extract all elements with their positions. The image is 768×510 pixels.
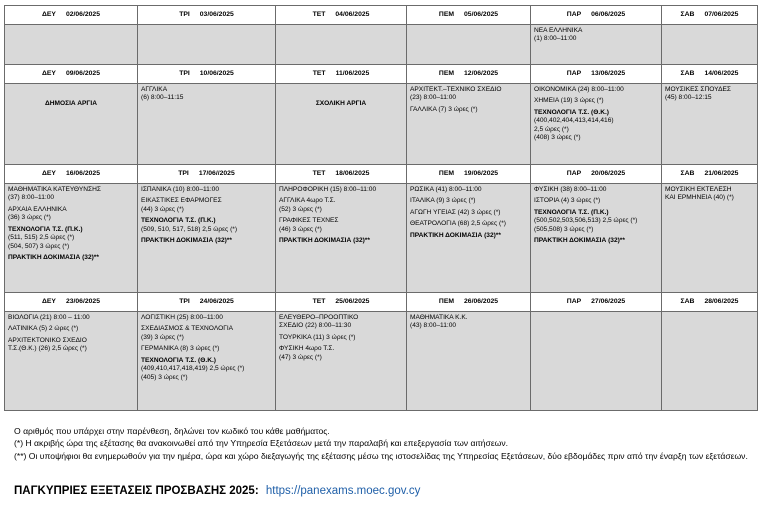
exam-day-cell [138,84,276,165]
day-header-cell [5,165,138,184]
day-of-week: ΣΑΒ [680,297,695,305]
exam-day-cell [531,25,662,65]
exam-line: ΕΛΕΥΘΕΡΟ–ΠΡΟΟΠΤΙΚΟ [279,314,359,321]
exam-line: ΓΡΑΦΙΚΕΣ ΤΕΧΝΕΣ [279,217,339,225]
exam-day-cell [531,84,662,165]
day-of-week: ΣΑΒ [680,169,695,177]
day-header-cell [407,165,531,184]
day-date: 14/06/2025 [704,69,739,77]
day-of-week: ΠΕΜ [438,169,455,177]
exam-entry [141,86,272,103]
exam-line: (400,402,404,413,414,416) [534,117,614,125]
exam-entry [8,186,134,203]
note-double-asterisk: (**) Οι υποψήφιοι θα ενημερωθούν για την ημέρα, ώρα και χώρο διεξαγωγής της εξέτασης μέσω της ιστοσελίδας της Υπηρεσίας Εξετάσεων, δύο εβδομάδες πριν από την έναρξη των εξετάσεων. [14,450,748,461]
exam-line: ΣΧΕΔΙΑΣΜΟΣ & ΤΕΧΝΟΛΟΓΙΑ [141,325,234,333]
exam-entry [279,345,403,362]
exam-line: (43) 8:00–11:00 [410,322,457,330]
exam-line: Τ.Σ.(Θ.Κ.) (26) 2,5 ώρες (*) [8,345,87,353]
day-header-cell [5,65,138,84]
exam-entry [279,186,403,194]
exam-line: ΓΑΛΛΙΚΑ (7) 3 ώρες (*) [410,105,478,113]
exam-day-cell [276,184,407,293]
exam-line: ΣΧΕΔΙΟ (22) 8:00–11:30 [279,322,352,330]
day-of-week: ΣΑΒ [680,10,695,18]
exam-line: (37) 8:00–11:00 [8,194,55,202]
exam-day-cell [138,184,276,293]
exam-entry [534,197,658,205]
exam-day-cell [531,184,662,293]
day-date: 11/06/2025 [335,69,370,77]
exam-line: ΙΤΑΛΙΚΑ (9) 3 ώρες (*) [410,197,476,205]
day-of-week: ΠΕΜ [438,297,455,305]
exam-line: (511, 515) 2,5 ώρες (*) [8,234,75,242]
day-date: 06/06/2025 [591,10,626,18]
exam-line: ΙΣΤΟΡΙΑ (4) 3 ώρες (*) [534,197,601,205]
exam-day-cell [407,184,531,293]
exam-entry [8,206,134,223]
exam-entry [410,209,527,217]
exam-line: ΑΡΧΙΤΕΚΤ.–ΤΕΧΝΙΚΟ ΣΧΕΔΙΟ [410,86,502,93]
exam-line: ΙΣΠΑΝΙΚΑ (10) 8:00–11:00 [141,186,219,193]
exam-line: (1) 8:00–11:00 [534,35,577,43]
exam-line: ΟΙΚΟΝΟΜΙΚΑ (24) 8:00–11:00 [534,86,624,93]
exam-entry [141,314,272,322]
day-of-week: ΔΕΥ [42,169,56,177]
exam-day-cell [276,84,407,165]
day-of-week: ΔΕΥ [42,69,56,77]
day-date: 26/06/2025 [464,297,499,305]
exam-line: (405) 3 ώρες (*) [141,373,188,381]
week-header-row [5,6,758,25]
exam-line: ΑΓΩΓΗ ΥΓΕΙΑΣ (42) 3 ώρες (*) [410,208,501,216]
exam-line: ΕΙΚΑΣΤΙΚΕΣ ΕΦΑΡΜΟΓΕΣ [141,197,222,205]
day-of-week: ΤΡΙ [179,69,190,77]
exam-line: (36) 3 ώρες (*) [8,214,51,222]
practical-test-label: ΠΡΑΚΤΙΚΗ ΔΟΚΙΜΑΣΙΑ (32)** [279,237,370,245]
exam-line: (45) 8:00–12:15 [665,94,712,102]
week-exams-row [5,84,758,165]
exam-line: ΛΑΤΙΝΙΚΑ (5) 2 ώρες (*) [8,325,79,333]
practical-test-label: ΠΡΑΚΤΙΚΗ ΔΟΚΙΜΑΣΙΑ (32)** [8,254,99,262]
day-date: 16/06/2025 [65,169,100,177]
exam-line: (409,410,417,418,419) 2,5 ώρες (*) [141,365,245,373]
day-header-cell [662,293,758,312]
exam-day-cell [5,25,138,65]
exam-line: ΘΕΑΤΡΟΛΟΓΙΑ (68) 2,5 ώρες (*) [410,220,506,228]
exam-line: (408) 3 ώρες (*) [534,134,581,142]
exam-line: ΜΟΥΣΙΚΗ ΕΚΤΕΛΕΣΗ [665,186,732,193]
exam-day-cell [662,25,758,65]
exam-subject-bold: ΤΕΧΝΟΛΟΓΙΑ Τ.Σ. (Π.Κ.) [8,225,83,233]
day-header-cell [531,293,662,312]
exam-line: ΦΥΣΙΚΗ 4ωρο Τ.Σ. [279,345,335,353]
footer-title: ΠΑΓΚΥΠΡΙΕΣ ΕΞΕΤΑΣΕΙΣ ΠΡΟΣΒΑΣΗΣ 2025: [14,485,259,497]
day-of-week: ΤΡΙ [179,297,190,305]
exam-line: ΡΩΣΙΚΑ (41) 8:00–11:00 [410,186,482,193]
day-header-cell [276,65,407,84]
day-header-cell [276,165,407,184]
day-header-cell [662,6,758,25]
day-date: 17/06//2025 [198,169,235,177]
exam-line: ΑΡΧΙΤΕΚΤΟΝΙΚΟ ΣΧΕΔΙΟ [8,336,87,344]
exam-entry [8,325,134,333]
day-of-week: ΔΕΥ [42,297,56,305]
week-exams-row [5,312,758,411]
exam-subject-bold: ΤΕΧΝΟΛΟΓΙΑ Τ.Σ. (Θ.Κ.) [141,356,216,364]
exam-entry [279,217,403,234]
day-date: 25/06/2025 [335,297,370,305]
day-of-week: ΠΑΡ [566,10,582,18]
day-date: 28/06/2025 [704,297,739,305]
exam-entry [279,334,403,342]
day-header-cell [531,6,662,25]
exam-line: ΜΟΥΣΙΚΕΣ ΣΠΟΥΔΕΣ [665,86,731,93]
exam-day-cell [276,25,407,65]
exam-entry [534,109,658,143]
holiday-label: ΣΧΟΛΙΚΗ ΑΡΓΙΑ [315,100,367,107]
exam-entry [534,209,658,234]
exam-entry [665,186,754,203]
day-date: 09/06/2025 [65,69,100,77]
week-header-row [5,65,758,84]
day-header-cell [5,293,138,312]
practical-test-label: ΠΡΑΚΤΙΚΗ ΔΟΚΙΜΑΣΙΑ (32)** [141,237,232,245]
exam-entry [141,217,272,234]
day-header-cell [138,65,276,84]
exam-entry [279,314,403,331]
practical-test-label: ΠΡΑΚΤΙΚΗ ΔΟΚΙΜΑΣΙΑ (32)** [534,237,625,245]
day-date: 04/06/2025 [335,10,370,18]
exam-day-cell [5,184,138,293]
exam-line: ΒΙΟΛΟΓΙΑ (21) 8:00 – 11:00 [8,314,90,321]
day-header-cell [276,293,407,312]
exam-entry [534,27,658,44]
day-of-week: ΠΑΡ [566,297,582,305]
week-exams-row [5,25,758,65]
exam-timetable [4,5,758,411]
day-of-week: ΤΡΙ [178,169,189,177]
exam-entry [410,314,527,331]
exam-entry [665,86,754,103]
day-of-week: ΣΑΒ [680,69,695,77]
day-date: 12/06/2025 [464,69,499,77]
exam-day-cell [407,25,531,65]
day-date: 05/06/2025 [464,10,499,18]
day-date: 24/06/2025 [199,297,234,305]
exam-line: ΚΑΙ ΕΡΜΗΝΕΙΑ (40) (*) [665,194,734,202]
exam-entry [141,345,272,353]
exam-line: (46) 3 ώρες (*) [279,225,322,233]
day-header-cell [138,293,276,312]
day-date: 07/06/2025 [704,10,739,18]
exam-line: ΓΕΡΜΑΝΙΚΑ (8) 3 ώρες (*) [141,345,220,353]
day-header-cell [5,6,138,25]
practical-test-label: ΠΡΑΚΤΙΚΗ ΔΟΚΙΜΑΣΙΑ (32)** [410,231,501,239]
exam-entry [8,337,134,354]
website-link[interactable]: https://panexams.moec.gov.cy [265,485,421,497]
day-of-week: ΔΕΥ [42,10,56,18]
day-date: 19/06/2025 [464,169,499,177]
exam-subject-bold: ΤΕΧΝΟΛΟΓΙΑ Τ.Σ. (Π.Κ.) [141,217,216,225]
exam-line: (6) 8:00–11:15 [141,94,184,102]
day-of-week: ΤΡΙ [179,10,190,18]
exam-line: (23) 8:00–11:00 [410,94,457,102]
day-of-week: ΤΕΤ [312,69,326,77]
exam-line: ΤΟΥΡΚΙΚΑ (11) 3 ώρες (*) [279,333,356,341]
day-date: 21/06/2025 [704,169,739,177]
exam-line: ΝΕΑ ΕΛΛΗΝΙΚΑ [534,27,583,34]
footer [14,485,420,497]
exam-entry [534,86,658,94]
day-header-cell [138,165,276,184]
exam-entry [141,197,272,214]
exam-line: (509, 510, 517, 518) 2,5 ώρες (*) [141,225,238,233]
exam-line: (504, 507) 3 ώρες (*) [8,242,70,250]
exam-line: ΜΑΘΗΜΑΤΙΚΑ ΚΑΤΕΥΘΥΝΣΗΣ [8,186,101,193]
day-date: 23/06/2025 [65,297,100,305]
exam-line: ΑΓΓΛΙΚΑ [141,86,168,93]
exam-line: ΛΟΓΙΣΤΙΚΗ (25) 8:00–11:00 [141,314,223,321]
exam-line: (39) 3 ώρες (*) [141,333,184,341]
day-header-cell [531,165,662,184]
exam-entry [534,186,658,194]
exam-line: ΧΗΜΕΙΑ (19) 3 ώρες (*) [534,97,604,105]
day-of-week: ΠΕΜ [438,69,455,77]
exam-entry [141,186,272,194]
exam-line: (500,502,503,506,513) 2,5 ώρες (*) [534,217,638,225]
exam-entry [141,325,272,342]
exam-entry [141,357,272,382]
day-header-cell [407,6,531,25]
exam-entry [410,86,527,103]
exam-line: 2,5 ώρες (*) [534,125,569,133]
day-header-cell [407,65,531,84]
day-of-week: ΠΑΡ [566,69,582,77]
exam-line: ΑΡΧΑΙΑ ΕΛΛΗΝΙΚΑ [8,205,67,213]
exam-day-cell [662,312,758,411]
day-header-cell [662,65,758,84]
exam-day-cell [662,184,758,293]
exam-subject-bold: ΤΕΧΝΟΛΟΓΙΑ Τ.Σ. (Θ.Κ.) [534,108,609,116]
exam-day-cell [276,312,407,411]
exam-line: (52) 3 ώρες (*) [279,205,322,213]
day-of-week: ΠΑΡ [566,169,582,177]
exam-entry [279,197,403,214]
exam-line: (44) 3 ώρες (*) [141,205,184,213]
exam-day-cell [662,84,758,165]
day-of-week: ΤΕΤ [312,10,326,18]
exam-entry [410,220,527,228]
exam-day-cell [138,25,276,65]
day-date: 18/06/2025 [335,169,370,177]
day-date: 20/06/2025 [591,169,626,177]
exam-entry [8,314,134,322]
day-date: 13/06/2025 [591,69,626,77]
day-header-cell [662,165,758,184]
exam-day-cell [531,312,662,411]
day-date: 10/06/2025 [199,69,234,77]
note-single-asterisk: (*) Η ακριβής ώρα της εξέτασης θα ανακοινωθεί από την Υπηρεσία Εξετάσεων μετά την παραλαβή και επεξεργασία των αιτήσεων. [14,438,509,449]
day-header-cell [531,65,662,84]
week-header-row [5,293,758,312]
exam-day-cell [407,84,531,165]
day-date: 03/06/2025 [199,10,234,18]
exam-line: ΠΛΗΡΟΦΟΡΙΚΗ (15) 8:00–11:00 [279,186,377,193]
exam-day-cell [5,312,138,411]
exam-subject-bold: ΤΕΧΝΟΛΟΓΙΑ Τ.Σ. (Π.Κ.) [534,208,609,216]
exam-line: (47) 3 ώρες (*) [279,353,322,361]
day-of-week: ΤΕΤ [312,169,326,177]
exam-entry [410,106,527,114]
exam-day-cell [138,312,276,411]
day-date: 27/06/2025 [591,297,626,305]
notes-section [14,426,759,463]
exam-line: ΑΓΓΛΙΚΑ 4ωρο Τ.Σ. [279,197,336,205]
exam-line: ΦΥΣΙΚΗ (38) 8:00–11:00 [534,186,607,193]
day-header-cell [138,6,276,25]
day-date: 02/06/2025 [65,10,100,18]
day-header-cell [276,6,407,25]
exam-day-cell [5,84,138,165]
day-of-week: ΠΕΜ [438,10,455,18]
exam-line: ΜΑΘΗΜΑΤΙΚΑ Κ.Κ. [410,314,468,321]
day-of-week: ΤΕΤ [312,297,326,305]
exam-day-cell [407,312,531,411]
note-code-explanation: Ο αριθμός που υπάρχει στην παρένθεση, δηλώνει τον κωδικό του κάθε μαθήματος. [14,426,330,436]
exam-entry [8,226,134,251]
exam-line: (505,508) 3 ώρες (*) [534,225,594,233]
week-header-row [5,165,758,184]
exam-entry [534,97,658,105]
holiday-label: ΔΗΜΟΣΙΑ ΑΡΓΙΑ [45,100,97,107]
day-header-cell [407,293,531,312]
exam-entry [410,186,527,194]
exam-entry [410,197,527,205]
week-exams-row [5,184,758,293]
